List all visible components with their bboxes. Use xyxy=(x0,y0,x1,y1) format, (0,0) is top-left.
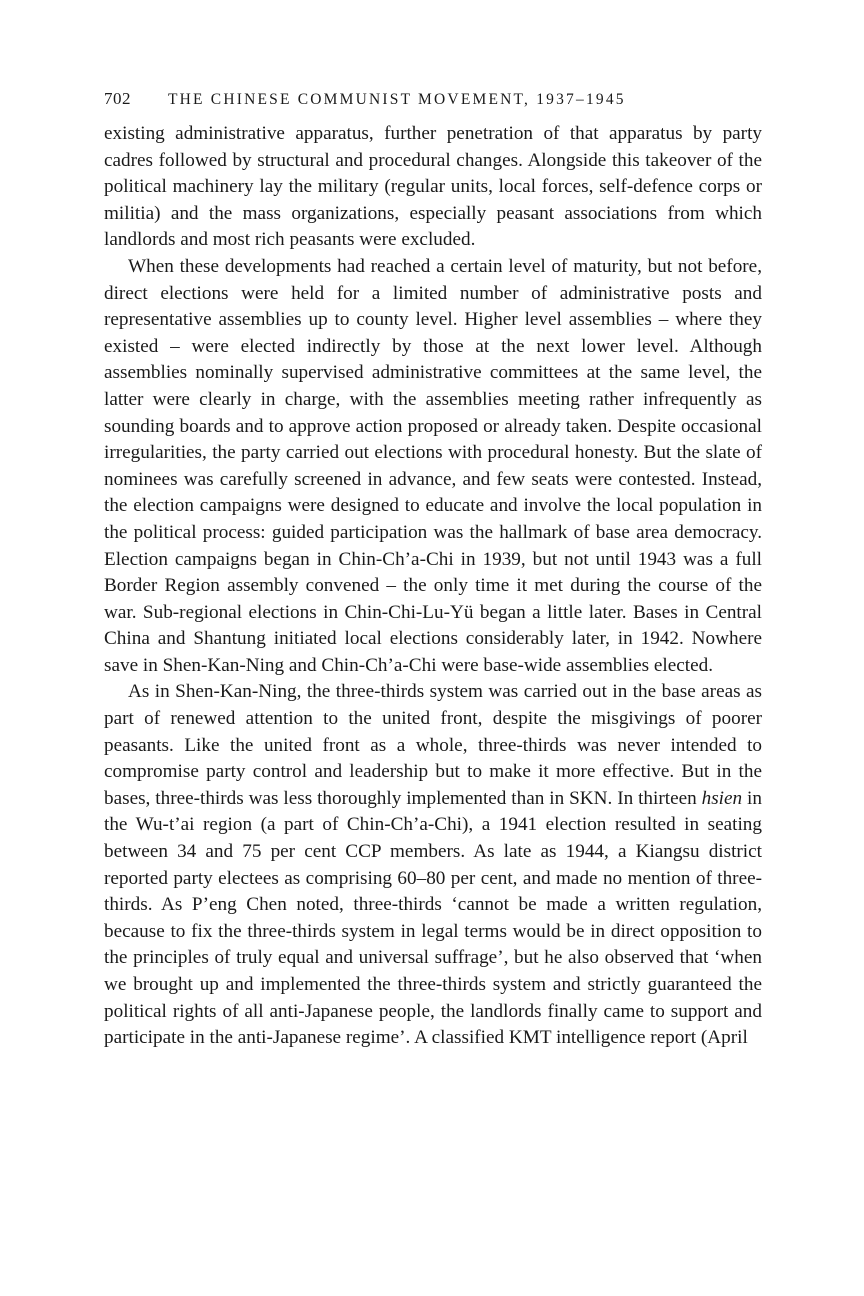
body-text xyxy=(104,121,762,1052)
paragraph-3 xyxy=(104,679,762,1051)
running-title: THE CHINESE COMMUNIST MOVEMENT, 1937–1945 xyxy=(168,91,626,108)
italic-term-hsien: hsien xyxy=(701,787,743,809)
paragraph-2: When these developments had reached a certain level of maturity, but not before, direct elections were held for a limited number of administrative posts and representative assemblies up to county level. Higher level assemblies – where they existed – were elected indirectly by those at the next lower level. Although assemblies nominally supervised administrative committees at the same level, the latter were clearly in charge, with the assemblies meeting rather infrequently as sounding boards and to approve action proposed or already taken. Despite occasional irregularities, the party carried out elections with procedural honesty. But the slate of nominees was carefully screened in advance, and few seats were contested. Instead, the election campaigns were designed to educate and involve the local population in the political process: guided participation was the hallmark of base area democracy. Election campaigns began in Chin-Ch’a-Chi in 1939, but not until 1943 was a full Border Region assembly convened – the only time it met during the course of the war. Sub-regional elections in Chin-Chi-Lu-Yü began a little later. Bases in Central China and Shantung initiated local elections considerably later, in 1942. Nowhere save in Shen-Kan-Ning and Chin-Ch’a-Chi were base-wide assemblies elected. xyxy=(104,255,762,676)
paragraph-1: existing administrative apparatus, further penetration of that apparatus by party cadres followed by structural and procedural changes. Alongside this takeover of the political machinery lay the military (regular units, local forces, self-defence corps or militia) and the mass organizations, especially peasant associations from which landlords and most rich peasants were excluded. xyxy=(104,123,762,251)
running-head xyxy=(104,88,762,111)
book-page xyxy=(104,88,762,1052)
page-number: 702 xyxy=(104,89,131,108)
paragraph-3-part-2: in the Wu-t’ai region (a part of Chin-Ch’a-Chi), a 1941 election resulted in seating between 34 and 75 per cent CCP members. As late as 1944, a Kiangsu district reported party electees as comprising 60–80 per cent, and made no mention of three-thirds. As P’eng Chen noted, three-thirds ‘cannot be made a written regulation, because to fix the three-thirds system in legal terms would be in direct opposition to the principles of truly equal and universal suffrage’, but he also observed that ‘when we brought up and implemented the three-thirds system and strictly guaranteed the political rights of all anti-Japanese people, the landlords finally came to support and participate in the anti-Japanese regime’. A classified KMT intelligence report (April xyxy=(104,787,762,1049)
paragraph-3-part-1: As in Shen-Kan-Ning, the three-thirds system was carried out in the base areas as part of renewed attention to the united front, despite the misgivings of poorer peasants. Like the united front as a whole, three-thirds was never intended to compromise party control and leadership but to make it more effective. But in the bases, three-thirds was less thoroughly implemented than in SKN. In thirteen xyxy=(104,681,762,809)
